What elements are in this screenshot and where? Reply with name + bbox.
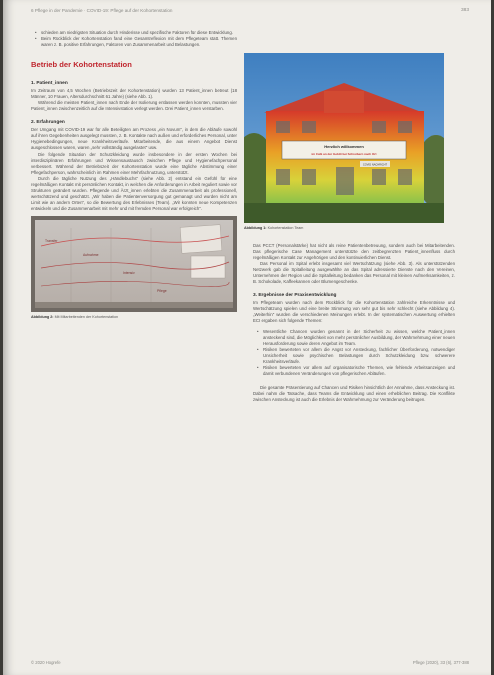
banner-small: COVID NACHRICHT xyxy=(362,163,388,167)
whiteboard-label: Intensiv xyxy=(123,270,135,275)
banner-line-1: Herzlich willkommen xyxy=(324,144,364,149)
list-item: • Risiken bewerteten vor allem auf organisatorische Themen, wie fehlende Arbeitsanzeigen und damit verbundenen Veränderungen von pflegerischen Abläufen. xyxy=(263,365,455,377)
paragraph: Der Umgang mit COVID-19 war für alle Beteiligten am Prozess „ein Novum", in dem die Abläufe sowohl auf ihren Gegebenheiten ausgelegt mussten, z. B. Kontakte nach außen und erforderliches Personal, unter Hygienebedingungen, neue Krankheitsverläufe. Mitarbeitende, die aus einem Angebot Dienst ausgeschlossen waren, waren „sehr vollständig ausgelastet" usw. xyxy=(31,127,237,151)
section-title: Betrieb der Kohortenstation xyxy=(31,60,132,70)
paragraph: Während die meisten Patient_innen nach Ende der Isolierung entlassen werden konnten, mussten vier Patient_innen zwischenzeitlich auf die Intensivstation verlegt werden. Drei Patient_innen verstarben. xyxy=(31,100,237,112)
intro-list xyxy=(31,30,237,48)
running-title: 6 Pflege in der Pandemie · COVID-19: Pflege auf der Kohortenstation xyxy=(31,8,173,13)
paragraph: Durch die tägliche Nutzung des „Händlebuchs" (siehe Abb. 2) entstand ein Gefühl für eine regelmäßigen Kontakt mit persönlichen Kontakt, in welchen die Anforderungen in Arbeit reguliert sowie vor Strukturen geändert wurden. Pflegende und Ärzt_innen erlebten die Zusammenarbeit als professionell, wertschätzend und geschätzt. „Wir haben die Patientenversorgung gut gemanagt und wurden nicht am Limit wie an andern Orten", so die Bewertung des Erlebnisses (Team). „Wir konnten neue Kompetenzen entwickeln und die Zusammenarbeit mit mehr und mit fremden Personal war erfolgreich". xyxy=(31,175,237,211)
left-column xyxy=(31,30,237,320)
figure-2-caption: Abbildung 2: Mit Mitarbeitenden der Kohortenstation xyxy=(31,314,119,319)
paragraph: Im Pflegeteam wurden nach dem Rückblick für die Kohortenstation zahlreiche Erkenntnisse und Wertschätzung spielen und eine breite Stimmung von sehr gut bis sehr schlecht (siehe Abbildung 4). „Weiterhin" wurden die verschiedenen Meinungen erlebt. In der systematischen Auswertung erhielten ECI ergaben sich folgende Themen: xyxy=(253,300,455,324)
list-item: • Wesentliche Chancen wurden genannt in der Sicherheit zu wissen, welche Patient_innen ansteckend sind, die Möglichkeit von mehr persönlicher Ausbildung, der Wahrnehmung einer neuen Herausforderung sowie deren Angebot im Team. xyxy=(263,329,455,347)
list-item: • Risiken bewerteten vor allem die Angst vor Ansteckung, fachlicher Überforderung, notwendiger Unsicherheit sowie psychischen Belastungen durch Schutzkleidung bzw. schwerere Krankheitsverläufe. xyxy=(263,347,455,365)
subheading-experience: 2. Erfahrungen xyxy=(31,120,65,126)
team-building-photo xyxy=(244,53,444,223)
paragraph: Die gesamte Präsentierung auf Chancen und Risiken hinsichtlich der Annahme, dass Ansteckung ist. Dabei nahm die Tatsache, dass Teams die Entwicklung und einen erheblichen Beitrag. Die Konflikte zwischen Ansteckung ist auch die Erlebnis der Wahrnehmung zur Veränderung beitrugen. xyxy=(253,384,455,402)
right-column xyxy=(253,243,455,403)
magazine-page xyxy=(3,0,491,675)
banner-line-2: im Café an der Gebitt bei Schreibern nach Ort xyxy=(311,152,377,156)
subheading-patients: 1. Patient_innen xyxy=(31,81,68,87)
whiteboard-photo xyxy=(31,216,237,312)
figure-2 xyxy=(31,216,237,320)
paragraph: Die folgende Situation der Schutzkleidung wurde insbesondere in der ersten Wochen bei interdisziplinären Erfahrungen und Wissensaustausch zwischen Pflege und Hygienefachpersonal verbessert. Während der Betriebszeit der Kohortenstation wurde eine tägliche Abstimmung einer Pflegefachperson, wahrscheinlich im Rahmen einer Mehrfachnutzung, unterstützt. xyxy=(31,151,237,175)
page-number: 383 xyxy=(460,8,469,13)
paragraph: Das PCCT (Personalstärke) hat nicht als reine Patientenbetreuung, sondern auch bei Mitarbeitenden. Das pflegerische Case Management unterstützte den zeitbegrenzten Patient_innenfluss durch regelmäßigen Kontakt zur Angehörigen und den kontinuierlichen Dienst. xyxy=(253,243,455,261)
whiteboard-label: Transfer xyxy=(45,238,58,243)
footer-citation: Pflege (2020), 33 (6), 377-388 xyxy=(412,660,469,665)
figure-1 xyxy=(244,53,444,231)
whiteboard-label: Pflege xyxy=(157,288,167,293)
footer-copyright: © 2020 Hogrefe xyxy=(31,660,61,665)
figure-1-caption: Abbildung 1: Kohortenstation Team xyxy=(244,226,304,230)
whiteboard-label: Aufnahme xyxy=(83,252,99,257)
intro-bullet: • Beim Rückblick der Kohortenstation fand eine Gesamtreflexion mit dem Pflegeteam statt. Themen waren z. B. positive Erfahrungen, Faktoren von Zusammenarbeit und Belastungen. xyxy=(41,36,237,48)
paragraph: Das Personal im Spital erlebt insgesamt viel Wertschätzung (siehe Abb. 3). Als unterstützenden Netzwerk gab die Spitalleitung ausgewählte an das Spital adressierte Dienste nach den Vereinen, Unternehmen der Region und die Spitalleitung bedanken das Personal mit kleinen Aufmerksamkeiten, z. B. Schokolade, Kaffeekannen oder Blumengeschenke. xyxy=(253,261,455,285)
paragraph: Im Zeitraum von 4,5 Wochen (Betriebszeit der Kohortenstation) wurden 13 Patient_innen betreut (18 Männer, 10 Frauen, Altersdurchschnitt 61 Jahre) (siehe Abb. 1). xyxy=(31,88,237,100)
subheading-results: 3. Ergebnisse der Praxisentwicklung xyxy=(253,293,337,299)
results-list xyxy=(253,329,455,377)
intro-continuation: • schieden am niedrigsten Situation durch Hinderisse und spezifische Faktoren für diese Entwicklung. xyxy=(41,30,237,36)
